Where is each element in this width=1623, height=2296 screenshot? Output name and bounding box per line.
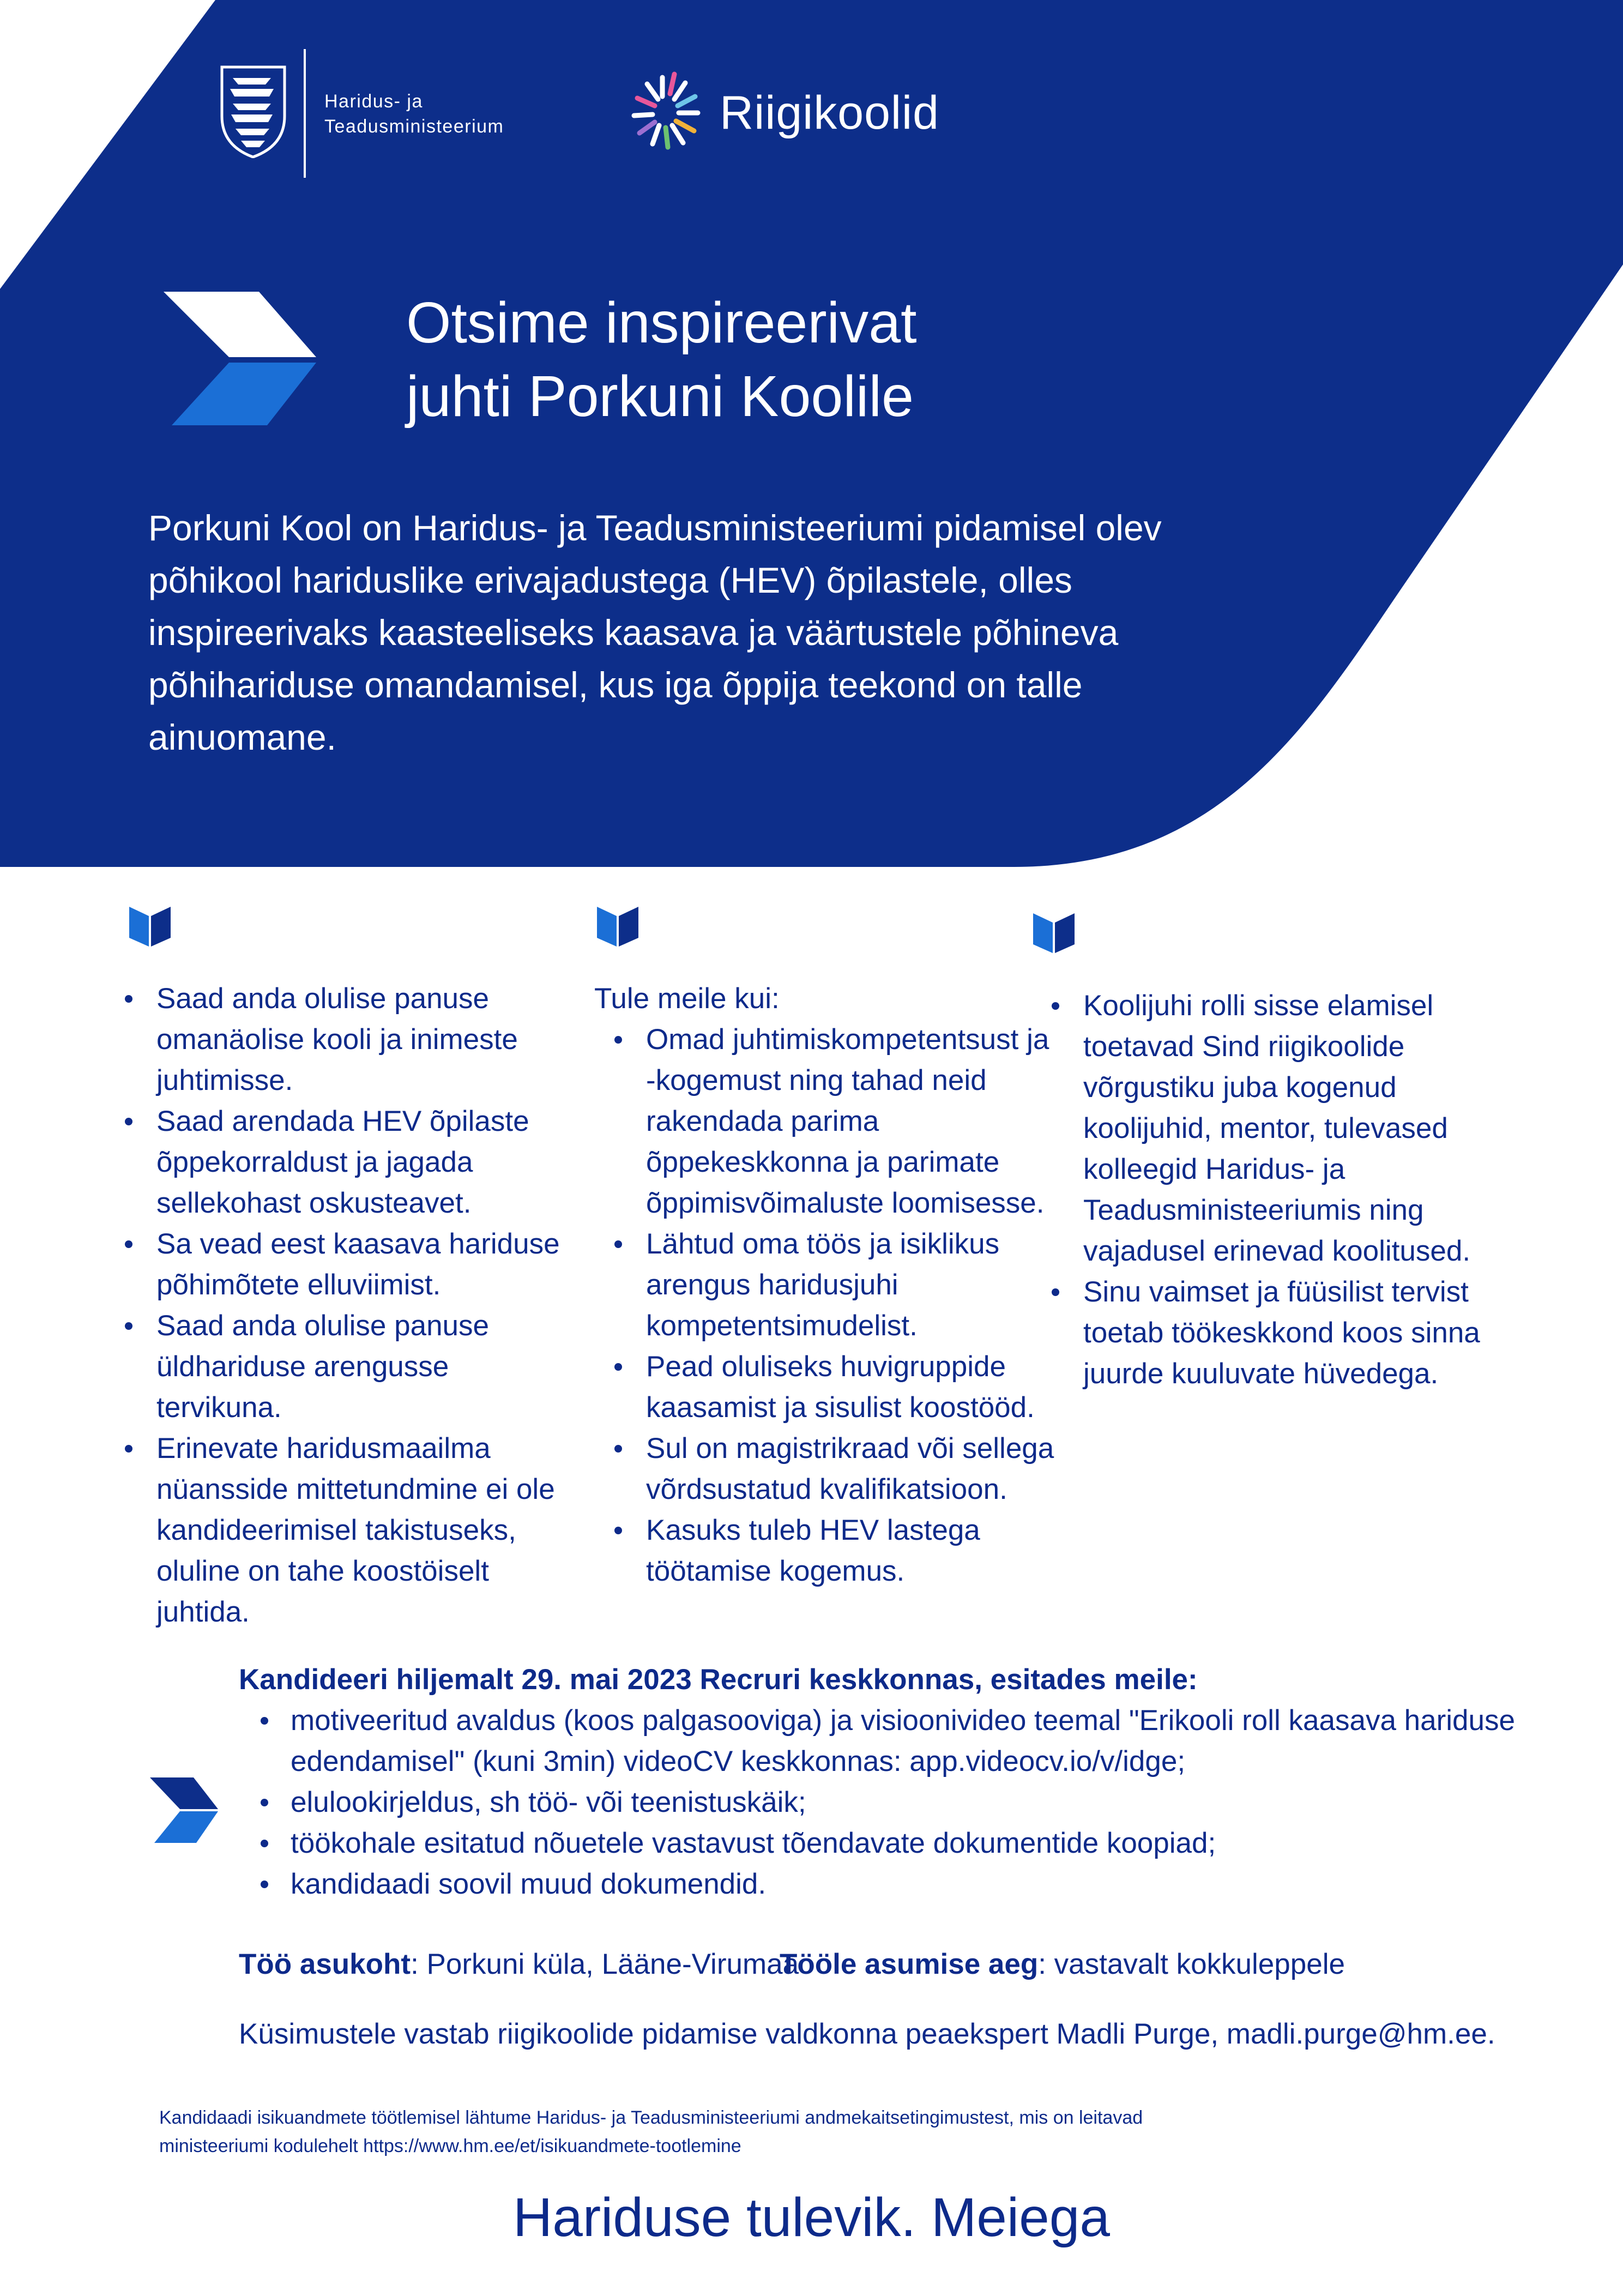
list-item-line: rakendada parima (646, 1105, 879, 1137)
list-item-line: töökohale esitatud nõuetele vastavust tõendavate dokumentide koopiad; (291, 1827, 1216, 1859)
list-item-line: tervikuna. (156, 1391, 282, 1424)
list-item-line: kandidaadi soovil muud dokumendid. (291, 1868, 767, 1900)
list-item-line: arengus haridusjuhi (646, 1269, 898, 1301)
list-item-line: omanäolise kooli ja inimeste (156, 1023, 518, 1056)
list-item (291, 1700, 1515, 1782)
ministry-line-1: Haridus- ja (324, 91, 423, 112)
list-item (1083, 1271, 1480, 1394)
list-item-line: õppekorraldust ja jagada (156, 1146, 473, 1178)
list-item (291, 1864, 1515, 1905)
chevron-arrow-icon (150, 1777, 218, 1843)
ministry-name (324, 89, 504, 139)
ministry-line-2: Teadusministeerium (324, 116, 504, 137)
title-line-1: Otsime inspireerivat (406, 291, 917, 355)
list-item (291, 1782, 1515, 1823)
list-item-line: Pead oluliseks huvigruppide (646, 1351, 1006, 1383)
intro-line: põhihariduse omandamisel, kus iga õppija teekond on talle (148, 665, 1083, 705)
chevron-arrow-icon (164, 292, 316, 425)
column-requirements (594, 978, 1054, 1592)
list-item-line: edendamisel" (kuni 3min) videoCV keskkonnas: app.videocv.io/v/idge; (291, 1745, 1186, 1777)
list-item-line: üldhariduse arengusse (156, 1351, 449, 1383)
list-item-line: juurde kuuluvate hüvedega. (1083, 1358, 1439, 1390)
list-item-line: elulookirjeldus, sh töö- või teenistuskäik; (291, 1786, 806, 1818)
list-item-line: võrgustiku juba kogenud (1083, 1071, 1397, 1104)
list-item-line: nüansside mittetundmine ei ole (156, 1473, 555, 1505)
application-heading: Kandideeri hiljemalt 29. mai 2023 Recruri keskkonnas, esitades meile: (239, 1664, 1198, 1696)
list-item (156, 1101, 560, 1224)
privacy-line: ministeeriumi kodulehelt https://www.hm.ee/et/isikuandmete-tootlemine (159, 2136, 741, 2156)
list-item-line: võrdsustatud kvalifikatsioon. (646, 1473, 1007, 1505)
list-item-line: Sul on magistrikraad või sellega (646, 1432, 1054, 1465)
list-item-line: Saad anda olulise panuse (156, 983, 489, 1015)
list-item-line: õppimisvõimaluste loomisesse. (646, 1187, 1045, 1219)
book-icon (128, 904, 172, 948)
list-item-line: kaasamist ja sisulist koostööd. (646, 1391, 1035, 1424)
privacy-line: Kandidaadi isikuandmete töötlemisel lähtume Haridus- ja Teadusministeeriumi andmekaitsetingimustest, mis on leitavad (159, 2107, 1143, 2128)
list-item-line: sellekohast oskusteavet. (156, 1187, 472, 1219)
job-location (239, 1948, 799, 1981)
list-item-line: -kogemust ning tahad neid (646, 1064, 987, 1096)
list-item-line: toetavad Sind riigikoolide (1083, 1031, 1405, 1063)
list-item-line: Teadusministeeriumis ning (1083, 1194, 1424, 1226)
list-item (646, 1428, 1054, 1510)
job-location-label: Töö asukoht (239, 1948, 411, 1980)
list-item-line: vajadusel erinevad koolitused. (1083, 1235, 1471, 1267)
start-date-value: : vastavalt kokkuleppele (1038, 1948, 1345, 1980)
list-item (156, 978, 560, 1101)
intro-line: inspireerivaks kaasteeliseks kaasava ja väärtustele põhineva (148, 612, 1119, 653)
list-item (646, 1224, 1054, 1346)
intro-line: ainuomane. (148, 717, 336, 757)
list-item-line: juhtimisse. (156, 1064, 293, 1096)
list-item-line: Saad anda olulise panuse (156, 1310, 489, 1342)
list-item-line: kompetentsimudelist. (646, 1310, 918, 1342)
list-item (156, 1305, 560, 1428)
riigikoolid-logo-text: Riigikoolid (720, 87, 939, 139)
column-opportunities (156, 978, 560, 1632)
list-item-line: Koolijuhi rolli sisse elamisel (1083, 990, 1434, 1022)
title-line-2: juhti Porkuni Koolile (406, 364, 914, 429)
list-item-line: juhtida. (156, 1596, 250, 1628)
book-icon (596, 904, 639, 948)
list-item (1083, 985, 1480, 1271)
job-location-value: : Porkuni küla, Lääne-Virumaa (411, 1948, 799, 1980)
intro-line: põhikool hariduslike erivajadustega (HEV) õpilastele, olles (148, 560, 1072, 600)
list-item-line: koolijuhid, mentor, tulevased (1083, 1112, 1448, 1144)
list-item-line: motiveeritud avaldus (koos palgasooviga) ja visioonivideo teemal "Erikooli roll kaasava hariduse (291, 1704, 1515, 1737)
page-title (406, 286, 917, 433)
list-item-line: õppekeskkonna ja parimate (646, 1146, 1000, 1178)
start-date-label: Tööle asumise aeg (780, 1948, 1039, 1980)
coat-of-arms-icon (219, 64, 287, 158)
list-item (646, 1019, 1054, 1224)
list-item-line: Sa vead eest kaasava hariduse (156, 1228, 560, 1260)
list-item-line: Omad juhtimiskompetentsust ja (646, 1023, 1049, 1056)
list-item-line: toetab töökeskkond koos sinna (1083, 1317, 1480, 1349)
list-item-line: kolleegid Haridus- ja (1083, 1153, 1346, 1185)
column-support (1083, 985, 1480, 1394)
list-item-line: kandideerimisel takistuseks, (156, 1514, 516, 1546)
privacy-notice (159, 2104, 1143, 2160)
application-section (239, 1659, 1515, 1905)
list-item (291, 1823, 1515, 1864)
requirements-intro: Tule meile kui: (594, 983, 780, 1015)
list-item (156, 1224, 560, 1305)
list-item (156, 1428, 560, 1632)
list-item-line: Sinu vaimset ja füüsilist tervist (1083, 1276, 1469, 1308)
list-item-line: töötamise kogemus. (646, 1555, 905, 1587)
start-date (780, 1948, 1345, 1981)
list-item-line: Erinevate haridusmaailma (156, 1432, 491, 1465)
slogan: Hariduse tulevik. Meiega (513, 2187, 1110, 2248)
intro-paragraph (148, 502, 1239, 763)
contact-info: Küsimustele vastab riigikoolide pidamise valdkonna peaekspert Madli Purge, madli.purge@hm.ee. (239, 2018, 1495, 2050)
list-item-line: oluline on tahe koostöiselt (156, 1555, 489, 1587)
list-item-line: Saad arendada HEV õpilaste (156, 1105, 529, 1137)
intro-line: Porkuni Kool on Haridus- ja Teadusministeeriumi pidamisel olev (148, 508, 1162, 548)
riigikoolid-star-icon (613, 67, 720, 159)
list-item-line: Lähtud oma töös ja isiklikus (646, 1228, 1000, 1260)
list-item-line: põhimõtete elluviimist. (156, 1269, 441, 1301)
book-icon (1032, 911, 1076, 954)
list-item (646, 1346, 1054, 1428)
logo-divider (304, 49, 306, 178)
list-item-line: Kasuks tuleb HEV lastega (646, 1514, 980, 1546)
list-item (646, 1510, 1054, 1592)
